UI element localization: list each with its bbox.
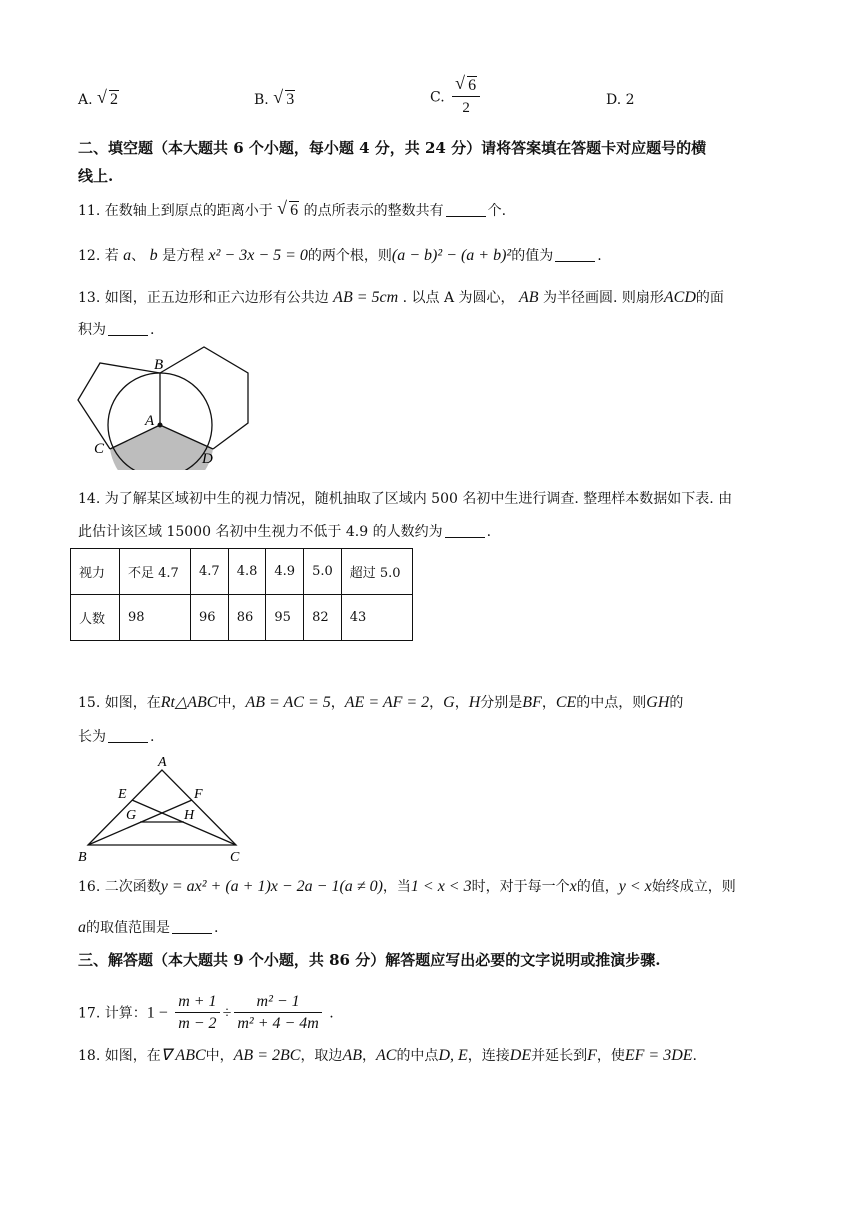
q14-line2-pre: 此估计该区域 15000 名初中生视力不低于 4.9 的人数约为: [78, 524, 443, 540]
q15-label-b: B: [78, 850, 87, 865]
q15-eq2: AE = AF = 2: [344, 694, 430, 711]
q18-mid2: ，取边: [300, 1048, 343, 1064]
q18-pre: 18. 如图，在: [78, 1048, 161, 1064]
question-14-line2: [78, 522, 491, 542]
vision-table: [70, 548, 413, 641]
q18-mid1: 中，: [205, 1048, 234, 1064]
q12-answer-blank[interactable]: [555, 247, 595, 262]
q13-pre: 13. 如图，正五边形和正六边形有公共边: [78, 290, 329, 306]
q12-mid: 是方程: [162, 248, 205, 264]
q18-mid5: 并延长到: [531, 1048, 588, 1064]
q15-sep1: ，: [429, 695, 444, 711]
section3-heading: 三、解答题（本大题共 9 个小题，共 86 分）解答题应写出必要的文字说明或推演步骤.: [78, 951, 661, 969]
q15-answer-blank[interactable]: [108, 728, 148, 743]
option-a-value: 2: [110, 91, 119, 108]
q15-mid2: 分别是: [480, 695, 523, 711]
q13-equation: AB = 5cm: [333, 289, 399, 306]
q16-x: x: [569, 878, 577, 895]
q12-b: b: [149, 247, 158, 264]
q17-divide: ÷: [222, 1004, 232, 1022]
table-cell: 98: [120, 595, 191, 641]
option-c-label: C.: [430, 89, 445, 106]
q13-line2-end: .: [150, 322, 155, 338]
q11-rad: 6: [290, 202, 299, 219]
q17-f2-den: m² + 4 − 4m: [237, 1015, 319, 1032]
table-cell: 43: [341, 595, 412, 641]
q18-triangle: ∇ ABC: [160, 1047, 206, 1064]
q18-f: F: [587, 1047, 597, 1064]
q18-sep: ，: [361, 1048, 376, 1064]
table-row: [71, 549, 413, 595]
q15-eq1: AB = AC = 5: [245, 694, 331, 711]
q15-figure-triangle: [72, 750, 252, 865]
q15-bf: BF: [522, 694, 542, 711]
q18-mid6: ，使: [596, 1048, 625, 1064]
q15-comma: ，: [330, 695, 345, 711]
q16-mid3: 的值，: [576, 879, 619, 895]
q17-f1-num: m + 1: [175, 992, 219, 1013]
q11-end: 个.: [487, 203, 507, 219]
question-18: [78, 1046, 697, 1066]
q13-label-a: A: [145, 413, 155, 429]
q12-end: .: [597, 248, 602, 264]
q15-label-e: E: [118, 787, 127, 802]
table-row: [71, 595, 413, 641]
q11-sqrt: √ 6: [277, 198, 299, 219]
q12-equation: x² − 3x − 5 = 0: [208, 247, 308, 264]
q12-a: a: [123, 247, 132, 264]
option-c-sqrt: √ 6: [455, 73, 477, 94]
q13-label-b: B: [154, 357, 164, 373]
question-12: [78, 246, 602, 266]
question-13-line2: [78, 320, 154, 340]
question-16-line2: [78, 918, 218, 938]
q17-fraction-2: [234, 992, 322, 1035]
q18-mid4: ，连接: [467, 1048, 510, 1064]
q16-line2-pre: 的取值范围是: [86, 920, 170, 936]
q15-triangle: Rt△ABC: [160, 694, 218, 711]
q13-figure-polygon-circle: [70, 345, 260, 470]
q15-end: 的: [669, 695, 684, 711]
table-cell: 95: [266, 595, 304, 641]
table-cell: 不足 4.7: [120, 549, 191, 595]
q16-mid2: 时，对于每一个: [471, 879, 570, 895]
q15-h: H: [468, 694, 481, 711]
q16-range: 1 < x < 3: [410, 878, 472, 895]
q18-equation: AB = 2BC: [233, 1047, 301, 1064]
question-15-line2: [78, 727, 154, 747]
q18-ac: AC: [375, 1047, 397, 1064]
option-c-den: 2: [462, 100, 470, 116]
q13-end1: 的面: [695, 290, 724, 306]
q15-post: 的中点，则: [576, 695, 647, 711]
option-b-value: 3: [286, 91, 295, 108]
option-a-label: A.: [78, 92, 93, 108]
q15-sep2: ，: [454, 695, 469, 711]
q12-expression: (a − b)² − (a + b)²: [391, 247, 512, 264]
q13-label-c: C: [94, 441, 105, 457]
q16-line2-end: .: [214, 920, 219, 936]
table-cell: 82: [304, 595, 342, 641]
q16-post: 始终成立，则: [651, 879, 736, 895]
q16-a: a: [78, 919, 86, 936]
q15-label-a: A: [158, 755, 167, 770]
option-c-frac: [452, 73, 480, 119]
q13-post: 为半径画圆. 则扇形: [543, 290, 664, 306]
question-11: [78, 198, 507, 221]
q11-pre: 11. 在数轴上到原点的距离小于: [78, 203, 273, 219]
q13-label-d: D: [202, 451, 213, 467]
table-cell: 4.9: [266, 549, 304, 595]
question-14-line1: 14. 为了解某区域初中生的视力情况，随机抽取了区域内 500 名初中生进行调查. 整理样本数据如下表. 由: [78, 491, 733, 507]
q18-end: .: [692, 1048, 697, 1064]
q17-f1-den: m − 2: [178, 1015, 217, 1032]
table-cell: 86: [228, 595, 266, 641]
q15-label-h: H: [184, 808, 195, 823]
table-cell: 超过 5.0: [341, 549, 412, 595]
question-15-line1: [78, 693, 683, 713]
q16-answer-blank[interactable]: [172, 919, 212, 934]
question-16-line1: [78, 877, 736, 897]
option-b: [254, 87, 295, 110]
table-cell: 5.0: [304, 549, 342, 595]
q17-end: .: [329, 1005, 334, 1022]
q12-then: 的两个根，则: [307, 248, 392, 264]
q11-post: 的点所表示的整数共有: [303, 203, 444, 219]
q13-mid: . 以点 A 为圆心，: [402, 290, 515, 306]
q17-pre: 17. 计算：: [78, 1005, 147, 1022]
q15-mid1: 中，: [217, 695, 246, 711]
q18-equation-2: EF = 3DE: [624, 1047, 693, 1064]
q15-pre: 15. 如图，在: [78, 695, 161, 711]
q16-inequality: y < x: [618, 878, 652, 895]
q12-pre: 12. 若: [78, 248, 119, 264]
q15-gh: GH: [646, 694, 670, 711]
section2-heading-line1: 二、填空题（本大题共 6 个小题，每小题 4 分，共 24 分）请将答案填在答题卡对应题号的横: [78, 139, 707, 157]
option-c: [430, 73, 483, 119]
q12-sep: 、: [131, 248, 146, 264]
option-d: D. 2: [606, 92, 635, 108]
q15-triangle-abc: [88, 770, 236, 845]
question-17: [78, 992, 334, 1035]
q15-sep3: ，: [541, 695, 556, 711]
section2-heading-line2: 线上.: [78, 167, 114, 185]
q13-acd: ACD: [663, 289, 696, 306]
table-cell: 4.8: [228, 549, 266, 595]
table-cell: 视力: [71, 549, 120, 595]
option-a: [78, 87, 119, 110]
q13-center-point: [158, 423, 163, 428]
q18-ab: AB: [342, 1047, 362, 1064]
table-cell: 人数: [71, 595, 120, 641]
q18-de: D, E: [438, 1047, 468, 1064]
q16-function: y = ax² + (a + 1)x − 2a − 1(a ≠ 0): [160, 878, 383, 895]
q15-line2-end: .: [150, 729, 155, 745]
option-a-sqrt: √ 2: [97, 87, 119, 108]
q17-one: 1 −: [146, 1004, 168, 1022]
table-cell: 4.7: [191, 549, 229, 595]
q13-line2-pre: 积为: [78, 322, 106, 338]
q15-label-f: F: [194, 787, 203, 802]
q18-mid3: 的中点: [396, 1048, 439, 1064]
q14-line2-end: .: [486, 524, 492, 540]
option-b-label: B.: [254, 92, 269, 108]
option-c-num: 6: [468, 77, 477, 94]
q15-label-g: G: [126, 808, 137, 823]
q15-label-c: C: [230, 850, 240, 865]
q18-de2: DE: [509, 1047, 532, 1064]
q13-ab: AB: [519, 289, 539, 306]
q15-ce: CE: [555, 694, 577, 711]
q12-post: 的值为: [511, 248, 554, 264]
q16-mid: ，当: [382, 879, 411, 895]
q13-answer-blank[interactable]: [108, 321, 148, 336]
q14-answer-blank[interactable]: [445, 523, 485, 538]
option-b-sqrt: √ 3: [273, 87, 295, 108]
q11-answer-blank[interactable]: [446, 202, 486, 217]
q16-pre: 16. 二次函数: [78, 879, 161, 895]
q17-f2-num: m² − 1: [234, 992, 322, 1013]
q15-g: G: [443, 694, 455, 711]
q15-line2-pre: 长为: [78, 729, 106, 745]
question-13-line1: [78, 288, 724, 308]
q17-fraction-1: [175, 992, 219, 1035]
table-cell: 96: [191, 595, 229, 641]
